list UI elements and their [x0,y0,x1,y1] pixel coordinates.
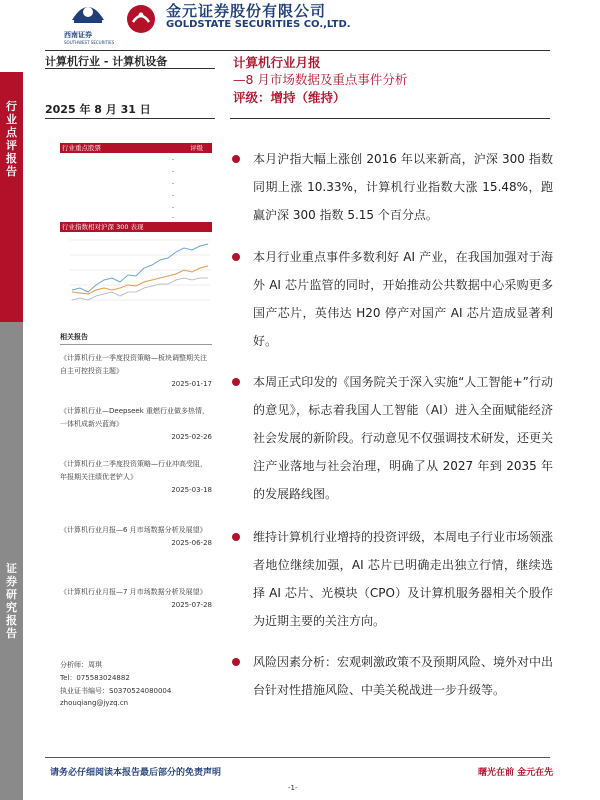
industry-label: 计算机行业 - 计算机设备 [45,55,168,68]
company-logo-emblem [68,0,108,28]
side-band-top [0,72,23,322]
title-rule [230,118,550,119]
analyst-tel: Tel：075583024882 [60,674,130,682]
related-rule [60,344,212,345]
related-report-text: 《计算机行业月报—7 月市场数据分析及展望》 [60,588,207,596]
side-band-bottom-label: 证券研究报告 [6,562,17,640]
logo-subtitle-en: SOUTHWEST SECURITIES [64,40,115,45]
key-stock-row: - [172,168,175,175]
key-stock-row: - [172,180,175,187]
brand-name: 金元证券股份有限公司 [166,2,327,20]
report-subtitle: —8 月市场数据及重点事件分析 [233,72,408,87]
related-report-date: 2025-07-28 [171,601,212,609]
bullet-paragraph: 风险因素分析：宏观刺激政策不及预期风险、境外对中出台针对性措施风险、中美关税战进一步升级等。 [253,655,554,697]
header-rule [45,50,550,51]
report-rating: 评级：增持（维持） [233,90,346,105]
report-date: 2025 年 8 月 31 日 [45,103,151,116]
related-report-item[interactable] [60,405,212,444]
logo-subtitle: 西南证券 [64,31,92,39]
related-reports-title: 相关报告 [60,333,88,341]
side-band-bottom [0,322,23,800]
index-chart-title: 行业指数相对沪深 300 表现 [62,223,144,231]
key-stock-row: - [172,214,175,221]
page-number: -1- [288,784,298,792]
bullet-marker [232,378,240,386]
disclaimer-link[interactable]: 请务必仔细阅读本报告最后部分的免责声明 [50,768,222,778]
key-stock-row: - [172,156,175,163]
footer-slogan: 曙光在前 金元在先 [478,768,554,778]
key-stock-table-title: 行业重点股票 [62,144,101,152]
brand-seal-icon [126,4,156,34]
key-stock-row: - [172,192,175,199]
bullet-paragraph: 本月行业重点事件多数利好 AI 产业，在我国加强对于海外 AI 芯片监管的同时，开始推动公共数据中心采购更多国产芯片，英伟达 H20 停产对国产 AI 芯片造成显著利好。 [253,250,553,348]
key-stock-table-col: 评级 [190,144,203,152]
related-report-text: 《计算机行业月报—6 月市场数据分析及展望》 [60,526,207,534]
bullet-marker [232,658,240,666]
analyst-name: 分析师：周琪 [60,661,102,669]
related-report-item[interactable] [60,524,212,550]
key-stock-table-header [60,143,212,153]
index-performance-chart [60,230,212,310]
bullet-marker [232,155,240,163]
related-report-item[interactable] [60,458,212,497]
bullet-marker [232,253,240,261]
bullet-paragraph: 本月沪指大幅上涨创 2016 年以来新高，沪深 300 指数同期上涨 10.33%，计算机行业指数大涨 15.48%，跑赢沪深 300 指数 5.15 个百分点。 [253,152,553,222]
related-report-item[interactable] [60,352,212,391]
related-report-item[interactable] [60,586,212,612]
related-report-text: 《计算机行业—Deepseek 重燃行业做多热情，一体机成新兴蓝海》 [60,407,209,428]
related-report-text: 《计算机行业一季度投资策略—板块调整期关注自主可控投资主题》 [60,354,207,375]
related-report-date: 2025-06-28 [171,539,212,547]
bullet-paragraph: 维持计算机行业增持的投资评级，本周电子行业市场领涨者地位继续加强，AI 芯片已明确走出独立行情，继续选择 AI 芯片、光模块（CPO）及计算机服务器相关个股作为近期主要的关注方向。 [253,530,554,628]
related-report-date: 2025-03-18 [171,486,212,494]
analyst-cert: 执业证书编号：S0370524080004 [60,687,172,695]
brand-name-en: GOLDSTATE SECURITIES CO.,LTD. [166,19,351,30]
related-report-text: 《计算机行业二季度投资策略—行业冲高受阻，年报期关注绩优老铲人》 [60,460,207,481]
bullet-marker [232,533,240,541]
footer-rule [45,757,550,758]
report-title: 计算机行业月报 [233,55,321,70]
analyst-email[interactable]: zhouqiang@jyzq.cn [60,699,129,707]
meta-rule-bottom [45,118,215,119]
side-band-top-label: 行业点评报告 [6,100,17,178]
key-stock-row: - [172,204,175,211]
series-line-excess [72,278,208,300]
related-report-date: 2025-02-26 [171,433,212,441]
bullet-paragraph: 本周正式印发的《国务院关于深入实施“人工智能+”行动的意见》，标志着我国人工智能（AI）进入全面赋能经济社会发展的新阶段。行动意见不仅强调技术研发，还更关注产业落地与社会治理，明确了从 2027 年到 2035 年 的发展路线图。 [253,375,554,501]
related-report-date: 2025-01-17 [171,380,212,388]
